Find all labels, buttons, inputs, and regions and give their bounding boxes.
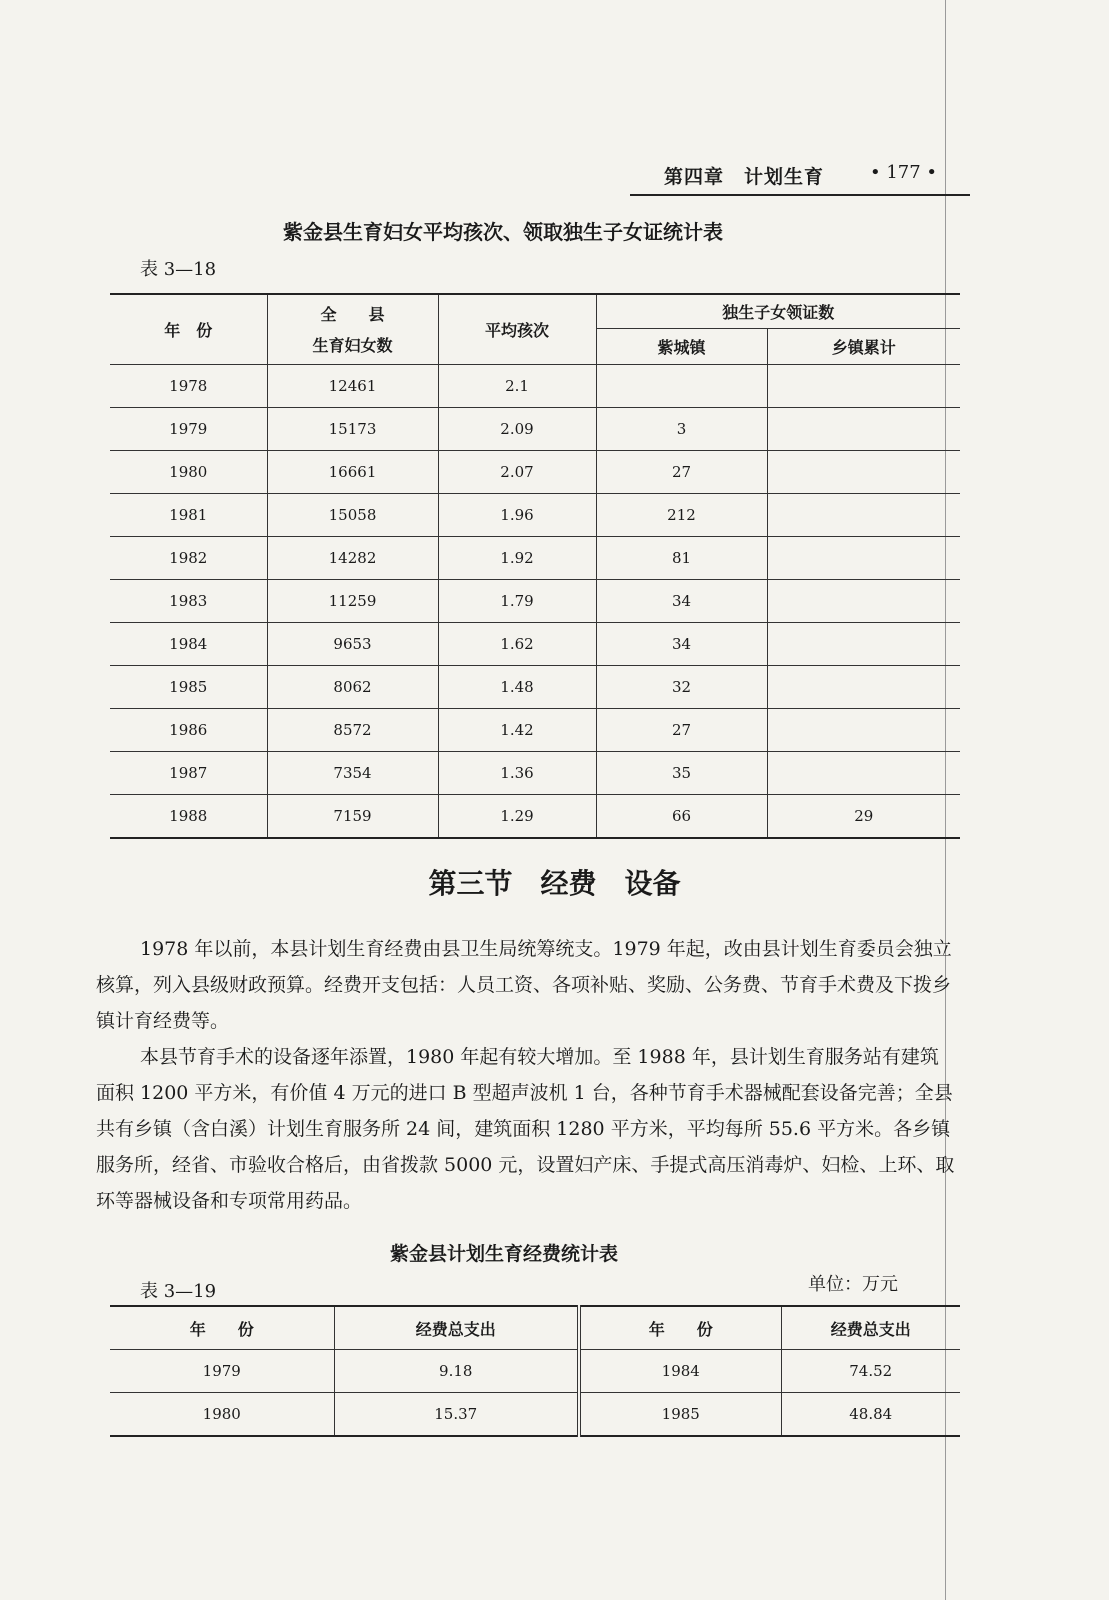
cell-year: 1981 [110,493,267,536]
paragraph-1: 1978 年以前，本县计划生育经费由县卫生局统筹统支。1979 年起，改由县计划生育委员会独立核算，列入县级财政预算。经费开支包括：人员工资、各项补贴、奖励、公务费、节育手术费及下拨乡镇计育经费等。 [96,938,952,1032]
table-row [110,493,960,536]
table1-number: 表 3—18 [140,259,217,280]
table-row [110,407,960,450]
cell-average-births: 1.36 [438,751,596,794]
cell-year: 1987 [110,751,267,794]
table-row [110,708,960,751]
header-county-line2: 生育妇女数 [312,336,393,356]
cell-average-births: 1.29 [438,794,596,838]
cell-year: 1983 [110,579,267,622]
t2-header-expenditure-left: 经费总支出 [334,1306,579,1350]
cell-township-certificates [767,579,960,622]
t2-header-year-right: 年 份 [579,1306,781,1350]
table2-number: 表 3—19 [140,1281,217,1302]
cell-average-births: 2.07 [438,450,596,493]
cell-zicheng-certificates [596,364,767,407]
table2-unit: 单位：万元 [808,1274,898,1295]
cell-zicheng-certificates: 66 [596,794,767,838]
cell-zicheng-certificates: 35 [596,751,767,794]
table-row [110,579,960,622]
paragraph-2: 本县节育手术的设备逐年添置，1980 年起有较大增加。至 1988 年，县计划生育服务站有建筑面积 1200 平方米，有价值 4 万元的进口 B 型超声波机 1 台，各种节育手术器械配套设备完善；全县共有乡镇（含白溪）计划生育服务所 24 间，建筑面积 1280 平方米，平均每所 55.6 平方米。各乡镇服务所，经省、市验收合格后，由省拨款 5000 元，设置妇产床、手提式高压消毒炉、妇检、上环、取环等器械设备和专项常用药品。 [96,1046,955,1212]
cell-year: 1984 [110,622,267,665]
cell-township-certificates [767,536,960,579]
cell-women-count: 7354 [267,751,438,794]
header-townships-total: 乡镇累计 [767,328,960,364]
cell-year: 1978 [110,364,267,407]
cell-township-certificates [767,622,960,665]
cell-zicheng-certificates: 3 [596,407,767,450]
table-row [110,622,960,665]
header-average-births: 平均孩次 [438,294,596,364]
cell-average-births: 1.79 [438,579,596,622]
page-number: • 177 • [870,162,938,183]
cell-year: 1980 [110,450,267,493]
table2 [110,1305,960,1437]
table2-title: 紫金县计划生育经费统计表 [390,1243,619,1265]
header-only-child-certificates: 独生子女领证数 [596,294,960,328]
cell-zicheng-certificates: 34 [596,622,767,665]
cell-year: 1979 [110,407,267,450]
cell-average-births: 1.96 [438,493,596,536]
cell-zicheng-certificates: 81 [596,536,767,579]
cell-expenditure: 48.84 [781,1393,960,1437]
cell-year: 1985 [579,1393,781,1437]
table-row [110,665,960,708]
t2-header-expenditure-right: 经费总支出 [781,1306,960,1350]
table1 [110,293,960,839]
cell-township-certificates [767,364,960,407]
cell-township-certificates: 29 [767,794,960,838]
cell-township-certificates [767,708,960,751]
table-row [110,1350,960,1393]
cell-expenditure: 74.52 [781,1350,960,1393]
t2-header-year-left: 年 份 [110,1306,334,1350]
cell-average-births: 2.09 [438,407,596,450]
cell-women-count: 9653 [267,622,438,665]
cell-year: 1985 [110,665,267,708]
cell-township-certificates [767,450,960,493]
cell-expenditure: 9.18 [334,1350,579,1393]
cell-year: 1982 [110,536,267,579]
header-zicheng-town: 紫城镇 [596,328,767,364]
table-row [110,794,960,838]
table1-title: 紫金县生育妇女平均孩次、领取独生子女证统计表 [283,220,723,244]
cell-zicheng-certificates: 32 [596,665,767,708]
cell-township-certificates [767,493,960,536]
table-row [110,364,960,407]
cell-year: 1988 [110,794,267,838]
table-row [110,1393,960,1437]
header-county-women [267,294,438,364]
chapter-title: 第四章 计划生育 [664,166,825,188]
cell-expenditure: 15.37 [334,1393,579,1437]
cell-average-births: 1.48 [438,665,596,708]
cell-average-births: 2.1 [438,364,596,407]
cell-zicheng-certificates: 27 [596,708,767,751]
cell-women-count: 7159 [267,794,438,838]
page-header [630,160,970,196]
cell-township-certificates [767,665,960,708]
table-row [110,751,960,794]
cell-zicheng-certificates: 27 [596,450,767,493]
cell-women-count: 8062 [267,665,438,708]
cell-women-count: 11259 [267,579,438,622]
cell-women-count: 14282 [267,536,438,579]
cell-average-births: 1.62 [438,622,596,665]
cell-year: 1980 [110,1393,334,1437]
cell-year: 1986 [110,708,267,751]
cell-year: 1984 [579,1350,781,1393]
cell-women-count: 15058 [267,493,438,536]
cell-women-count: 15173 [267,407,438,450]
cell-women-count: 16661 [267,450,438,493]
section-title: 第三节 经费 设备 [428,867,681,900]
table-row [110,536,960,579]
table-row [110,450,960,493]
cell-township-certificates [767,407,960,450]
cell-township-certificates [767,751,960,794]
header-year: 年 份 [110,294,267,364]
cell-year: 1979 [110,1350,334,1393]
cell-average-births: 1.92 [438,536,596,579]
header-county-line1: 全 县 [320,305,385,325]
cell-zicheng-certificates: 34 [596,579,767,622]
cell-women-count: 8572 [267,708,438,751]
cell-zicheng-certificates: 212 [596,493,767,536]
cell-average-births: 1.42 [438,708,596,751]
cell-women-count: 12461 [267,364,438,407]
